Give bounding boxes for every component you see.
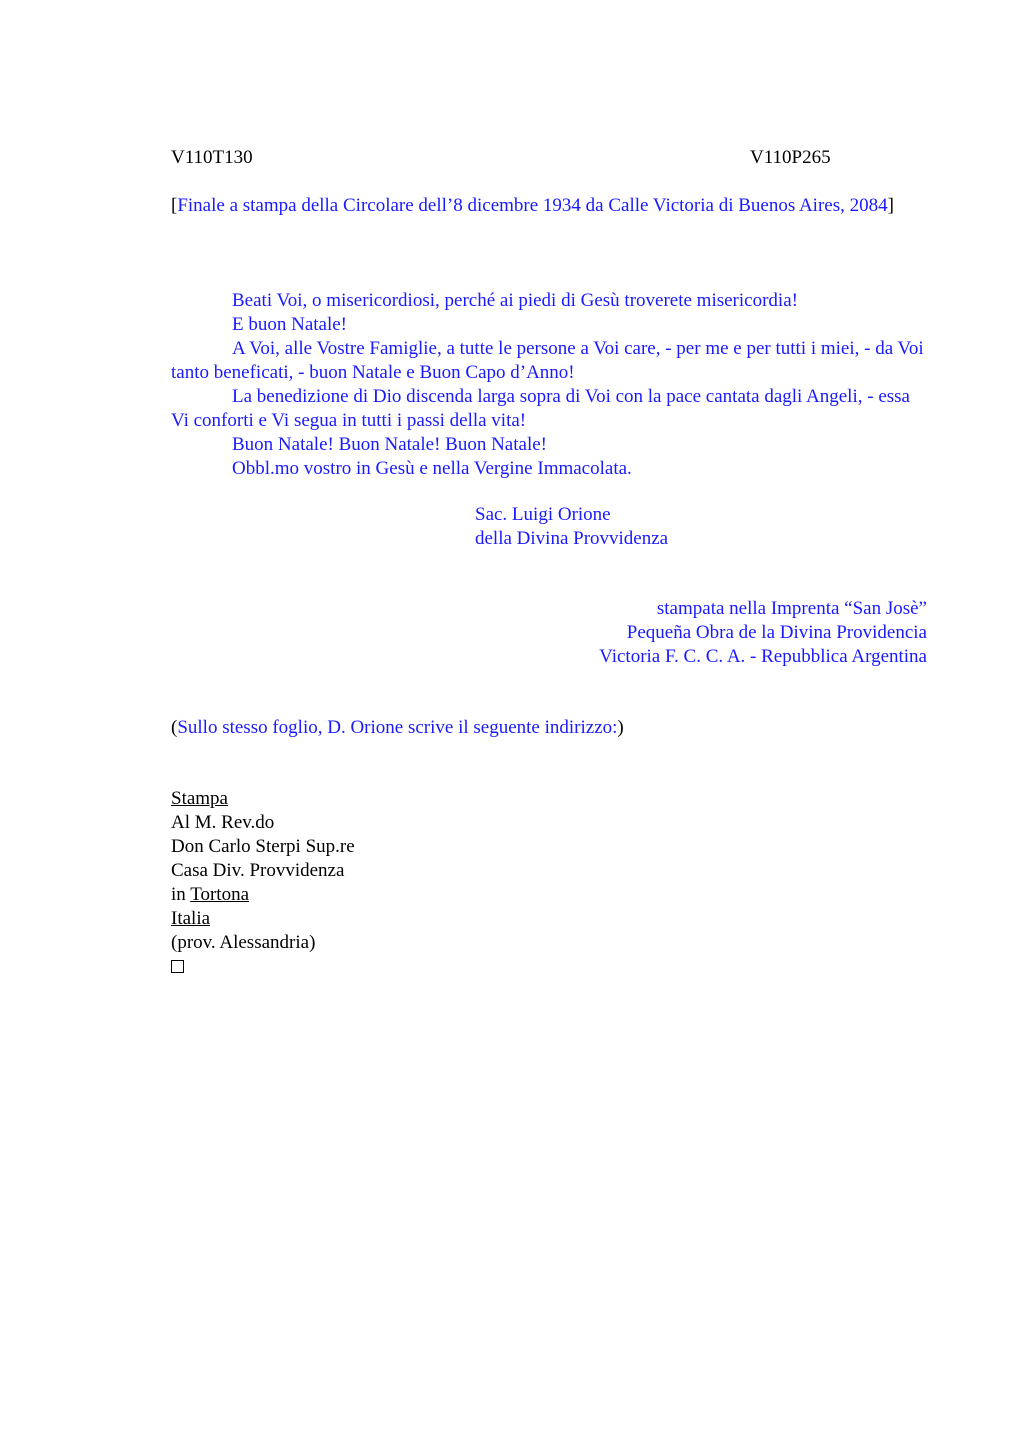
address-line-1: Al M. Rev.do: [171, 812, 275, 833]
checkbox-square-icon: [171, 960, 184, 973]
editorial-note: [171, 716, 624, 740]
document-title: [171, 194, 927, 218]
note-open-paren: (: [171, 717, 178, 738]
title-text: Finale a stampa della Circolare dell’8 dicembre 1934 da Calle Victoria di Buenos Aires, 2084: [177, 195, 888, 216]
printer-line-2: Pequeña Obra de la Divina Providencia: [626, 622, 927, 643]
title-close-bracket: ]: [887, 195, 894, 216]
address-line-2: Don Carlo Sterpi Sup.re: [171, 836, 355, 857]
address-city-line: [171, 883, 355, 907]
address-line-3: Casa Div. Provvidenza: [171, 860, 345, 881]
letter-body: [171, 289, 927, 481]
address-stampa: Stampa: [171, 788, 228, 809]
printer-line-1: stampata nella Imprenta “San Josè”: [656, 598, 927, 619]
signature-line-1: Sac. Luigi Orione: [475, 504, 611, 525]
address-country: Italia: [171, 908, 211, 929]
printer-line-3: Victoria F. C. C. A. - Repubblica Argentina: [599, 646, 927, 667]
letter-line-1: Beati Voi, o misericordiosi, perché ai piedi di Gesù troverete misericordia!: [232, 290, 798, 311]
address-province: (prov. Alessandria): [171, 932, 316, 953]
address-city: Tortona: [190, 884, 250, 905]
letter-line-2: E buon Natale!: [232, 314, 348, 335]
address-block: [171, 787, 355, 980]
printer-info: [599, 597, 927, 669]
signature: [475, 503, 668, 551]
note-close-paren: ): [617, 717, 624, 738]
letter-line-4: Obbl.mo vostro in Gesù e nella Vergine Immacolata.: [232, 458, 632, 479]
letter-para-1: A Voi, alle Vostre Famiglie, a tutte le persone a Voi care, - per me e per tutti i miei, - da Voi tanto beneficati, - buon Natale e Buon Capo d’Anno!: [171, 338, 924, 383]
letter-line-3: Buon Natale! Buon Natale! Buon Natale!: [232, 434, 547, 455]
note-text: Sullo stesso foglio, D. Orione scrive il seguente indirizzo:: [177, 717, 618, 738]
letter-para-2: La benedizione di Dio discenda larga sopra di Voi con la pace cantata dagli Angeli, - essa Vi conforti e Vi segua in tutti i passi della vita!: [171, 386, 910, 431]
signature-line-2: della Divina Provvidenza: [475, 528, 669, 549]
address-in-prefix: in: [171, 884, 191, 905]
title-open-bracket: [: [171, 195, 178, 216]
left-code: V110T130: [171, 147, 253, 168]
right-code: V110P265: [750, 147, 831, 168]
